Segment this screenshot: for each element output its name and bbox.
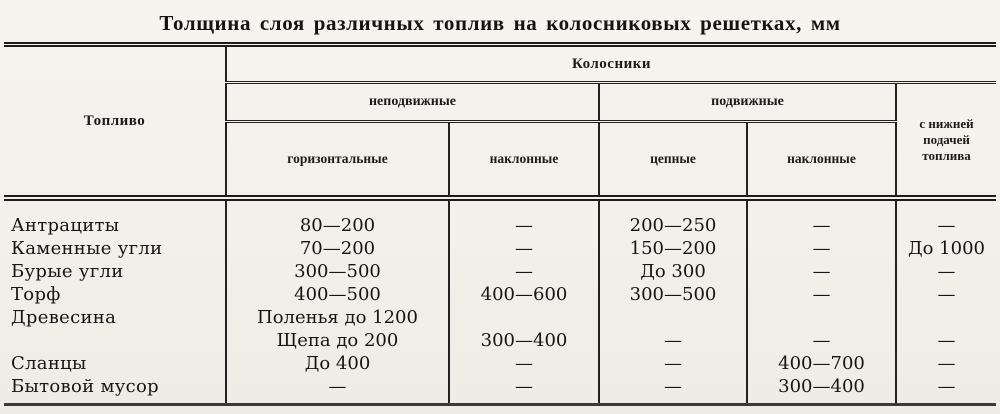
table-row <box>4 375 996 405</box>
table-row <box>4 306 996 329</box>
value-cell: — <box>896 375 996 405</box>
page-title: Толщина слоя различных топлив на колосниковых решетках, мм <box>159 11 841 35</box>
fuel-name-cell <box>4 329 226 352</box>
value-cell: — <box>449 198 599 237</box>
col-header-movable: подвижные <box>599 83 896 122</box>
fuel-name-cell: Сланцы <box>4 352 226 375</box>
table-row <box>4 198 996 237</box>
value-cell: — <box>449 260 599 283</box>
value-cell: 80—200 <box>299 215 376 236</box>
table-row <box>4 237 996 260</box>
value-cell <box>896 306 996 329</box>
value-cell: Поленья до 1200 <box>257 307 418 328</box>
value-cell: До 1000 <box>896 237 996 260</box>
col-header-chain: цепные <box>599 122 747 199</box>
value-cell <box>747 306 896 329</box>
value-cell <box>449 306 599 329</box>
value-cell: — <box>449 237 599 260</box>
value-cell: — <box>599 352 747 375</box>
fuel-name-cell: Древесина <box>4 306 226 329</box>
fuel-name-cell: Торф <box>4 283 226 306</box>
col-header-inclined-fixed: наклонные <box>449 122 599 199</box>
value-cell: 70—200 <box>299 238 376 259</box>
value-cell: — <box>896 283 996 306</box>
value-cell: — <box>747 329 896 352</box>
fuel-name-cell: Антрациты <box>4 198 226 237</box>
fuel-name-cell: Бурые угли <box>4 260 226 283</box>
table-row <box>4 283 996 306</box>
value-cell: 300—500 <box>294 261 381 282</box>
value-cell: — <box>599 329 747 352</box>
table-body <box>4 198 996 405</box>
header-row-grates <box>4 45 996 83</box>
value-cell: — <box>896 352 996 375</box>
fuel-layer-table <box>4 42 996 406</box>
value-cell: Щепа до 200 <box>276 330 399 351</box>
value-cell: — <box>896 329 996 352</box>
value-cell: До 400 <box>304 353 371 374</box>
value-cell: — <box>328 376 347 397</box>
table-row <box>4 260 996 283</box>
col-header-horizontal: горизонтальные <box>226 122 449 199</box>
col-header-fixed: неподвижные <box>226 83 599 122</box>
table-row <box>4 329 996 352</box>
value-cell: — <box>449 352 599 375</box>
value-cell: — <box>747 237 896 260</box>
value-cell: — <box>747 283 896 306</box>
value-cell: 150—200 <box>599 237 747 260</box>
value-cell: — <box>747 260 896 283</box>
col-header-underfeed: с нижней подачей топлива <box>896 83 996 199</box>
value-cell: 200—250 <box>599 198 747 237</box>
value-cell: — <box>896 260 996 283</box>
value-cell: 300—500 <box>599 283 747 306</box>
table-row <box>4 352 996 375</box>
col-header-fuel: Топливо <box>4 45 226 199</box>
value-cell: — <box>747 198 896 237</box>
col-header-inclined-movable: наклонные <box>747 122 896 199</box>
value-cell: 300—400 <box>449 329 599 352</box>
fuel-name-cell: Бытовой мусор <box>4 375 226 405</box>
fuel-name-cell: Каменные угли <box>4 237 226 260</box>
value-cell: 400—600 <box>449 283 599 306</box>
value-cell: 300—400 <box>747 375 896 405</box>
value-cell <box>599 306 747 329</box>
value-cell: — <box>896 198 996 237</box>
value-cell: 400—700 <box>747 352 896 375</box>
value-cell: — <box>449 375 599 405</box>
table-header <box>4 45 996 199</box>
col-header-grates: Колосники <box>226 45 996 83</box>
value-cell: 400—500 <box>294 284 381 305</box>
value-cell: — <box>599 375 747 405</box>
value-cell: До 300 <box>599 260 747 283</box>
